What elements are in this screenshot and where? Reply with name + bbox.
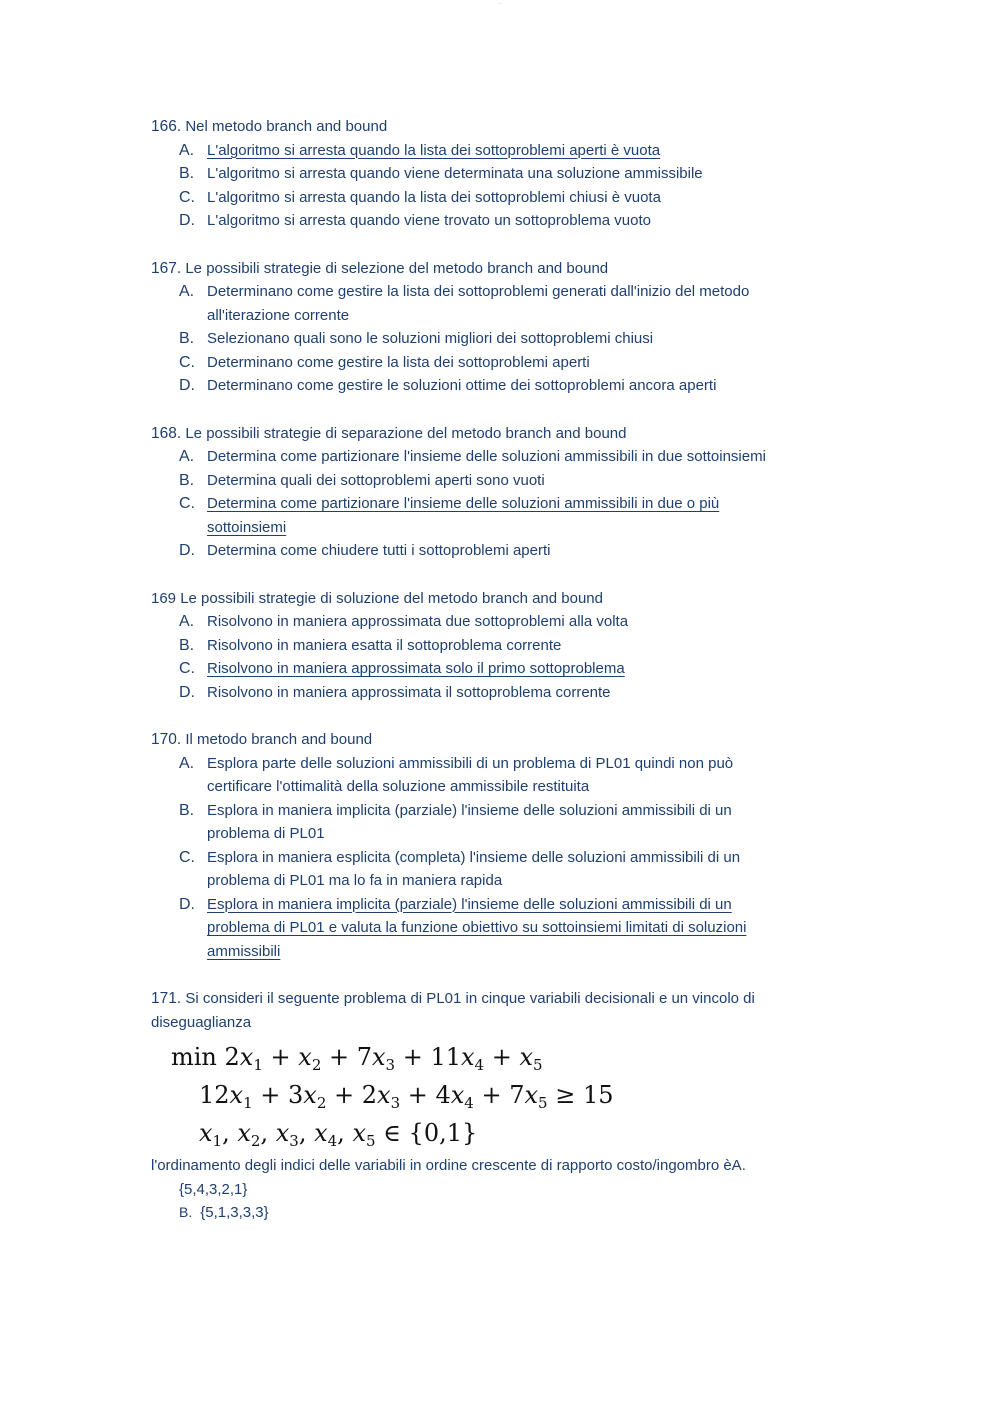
option-letter: A. — [179, 283, 195, 300]
option-b — [151, 162, 791, 186]
option-letter: D. — [179, 542, 195, 559]
option-b — [151, 327, 791, 351]
question-168 — [151, 422, 791, 563]
option-text: Esplora in maniera implicita (parziale) l'insieme delle soluzioni ammissibili di un problema di PL01 — [207, 801, 732, 842]
question-text: Le possibili strategie di selezione del metodo branch and bound — [185, 259, 609, 277]
document-body — [151, 115, 791, 1249]
option-c — [151, 492, 791, 539]
option-text-correct: L'algoritmo si arresta quando la lista dei sottoproblemi aperti è vuota — [207, 141, 661, 159]
option-letter: C. — [179, 353, 195, 371]
formula-objective: $\min 2x_1 + x_2 + 7x_3 + 11x_4 + x_5$ — [171, 1043, 543, 1074]
option-d — [151, 893, 791, 964]
option-a — [151, 752, 791, 799]
option-letter: C. — [179, 660, 195, 677]
options-list — [151, 139, 791, 233]
option-letter: D. — [179, 895, 195, 913]
question-number: 170. — [151, 731, 182, 748]
option-text-correct: Esplora in maniera implicita (parziale) l'insieme delle soluzioni ammissibili di un problema di PL01 e valuta la funzione obiettivo su sottoinsiemi limitati di soluzioni ammissibili — [207, 895, 747, 960]
option-d — [151, 209, 791, 233]
option-letter: D. — [179, 683, 195, 701]
question-number: 168. — [151, 424, 182, 442]
option-d — [151, 374, 791, 398]
options-list — [151, 752, 791, 964]
option-text: L'algoritmo si arresta quando viene determinata una soluzione ammissibile — [207, 165, 703, 182]
option-letter: B. — [179, 801, 195, 819]
question-text: Le possibili strategie di soluzione del metodo branch and bound — [180, 589, 603, 607]
option-text: Esplora in maniera esplicita (completa) l'insieme delle soluzioni ammissibili di un problema di PL01 ma lo fa in maniera rapida — [207, 848, 741, 889]
question-number: 167. — [151, 259, 182, 277]
option-text: L'algoritmo si arresta quando viene trovato un sottoproblema vuoto — [207, 212, 651, 229]
option-letter: C. — [179, 495, 195, 512]
option-a — [151, 280, 791, 327]
option-letter: C. — [179, 188, 195, 206]
option-text: Determina quali dei sottoproblemi aperti sono vuoti — [207, 471, 545, 489]
options-list — [151, 610, 791, 704]
option-d — [151, 681, 791, 705]
option-text: Determina come partizionare l'insieme delle soluzioni ammissibili in due sottoinsiemi — [207, 448, 766, 465]
option-text-correct: Determina come partizionare l'insieme delle soluzioni ammissibili in due o più sottoinsiemi — [207, 495, 720, 536]
question-stem — [151, 257, 791, 281]
option-b — [151, 634, 791, 658]
option-text: Determinano come gestire le soluzioni ottime dei sottoproblemi ancora aperti — [207, 377, 717, 394]
option-text: Determinano come gestire la lista dei sottoproblemi aperti — [207, 353, 590, 371]
option-letter: B. — [179, 165, 195, 182]
question-text: Nel metodo branch and bound — [185, 118, 388, 135]
question-stem — [151, 728, 791, 752]
options-list — [151, 280, 791, 398]
question-171 — [151, 987, 791, 1225]
option-letter: A. — [179, 141, 195, 159]
option-a — [151, 445, 791, 469]
option-letter: A. — [179, 613, 195, 630]
question-stem — [151, 987, 791, 1034]
option-text: Determinano come gestire la lista dei sottoproblemi generati dall'inizio del metodo all'iterazione corrente — [207, 283, 750, 324]
option-letter: A. — [179, 448, 195, 465]
question-text: Le possibili strategie di separazione del metodo branch and bound — [185, 424, 627, 442]
option-b-value: {5,1,3,3,3} — [200, 1204, 269, 1221]
option-b — [151, 1201, 791, 1225]
option-letter: B. — [179, 471, 195, 489]
option-a — [151, 610, 791, 634]
option-c — [151, 351, 791, 375]
option-c — [151, 186, 791, 210]
option-a — [151, 139, 791, 163]
formula-domain: $x_1$, $x_2$, $x_3$, $x_4$, $x_5$ ∈ {0,1} — [199, 1119, 478, 1150]
question-text: Si consideri il seguente problema di PL01 in cinque variabili decisionali e un vincolo di diseguaglianza — [151, 990, 755, 1031]
question-stem — [151, 115, 791, 139]
question-170 — [151, 728, 791, 963]
question-number: 166. — [151, 118, 182, 135]
option-text: Risolvono in maniera approssimata due sottoproblemi alla volta — [207, 613, 629, 630]
formula-constraint: $12x_1 + 3x_2 + 2x_3 + 4x_4 + 7x_5 \ge 15$ — [199, 1081, 614, 1112]
question-167 — [151, 257, 791, 398]
question-stem — [151, 422, 791, 446]
option-a-value: {5,4,3,2,1} — [179, 1180, 248, 1198]
option-text: Determina come chiudere tutti i sottoproblemi aperti — [207, 542, 551, 559]
options-list — [151, 445, 791, 563]
option-letter: C. — [179, 848, 195, 866]
option-text-correct: Risolvono in maniera approssimata solo il primo sottoproblema — [207, 660, 625, 677]
question-number: 169 — [151, 589, 177, 607]
option-letter: B. — [179, 330, 195, 347]
option-letter: B. — [179, 636, 195, 654]
question-number: 171. — [151, 990, 182, 1007]
option-text: L'algoritmo si arresta quando la lista dei sottoproblemi chiusi è vuota — [207, 188, 661, 206]
option-text: Risolvono in maniera approssimata il sottoproblema corrente — [207, 683, 611, 701]
option-b — [151, 469, 791, 493]
formula-block — [171, 1038, 791, 1152]
question-stem — [151, 587, 791, 611]
question-169 — [151, 587, 791, 705]
option-letter: D. — [179, 212, 195, 229]
formula-min-keyword: min — [171, 1043, 217, 1071]
option-c — [151, 846, 791, 893]
option-b — [151, 799, 791, 846]
question-171-prompt: l'ordinamento degli indici delle variabili in ordine crescente di rapporto costo/ingombro èA. — [151, 1157, 746, 1174]
option-text: Esplora parte delle soluzioni ammissibili di un problema di PL01 quindi non può certificare l'ottimalità della soluzione ammissibile restituita — [207, 754, 734, 795]
question-166 — [151, 115, 791, 233]
option-text: Selezionano quali sono le soluzioni migliori dei sottoproblemi chiusi — [207, 330, 654, 347]
option-text: Risolvono in maniera esatta il sottoproblema corrente — [207, 636, 562, 654]
question-171-tail — [151, 1154, 791, 1225]
option-letter: B. — [179, 1204, 193, 1220]
option-letter: D. — [179, 377, 195, 394]
page-header: ... — [497, 0, 503, 6]
option-d — [151, 539, 791, 563]
question-text: Il metodo branch and bound — [185, 731, 373, 748]
option-letter: A. — [179, 754, 195, 772]
option-c — [151, 657, 791, 681]
